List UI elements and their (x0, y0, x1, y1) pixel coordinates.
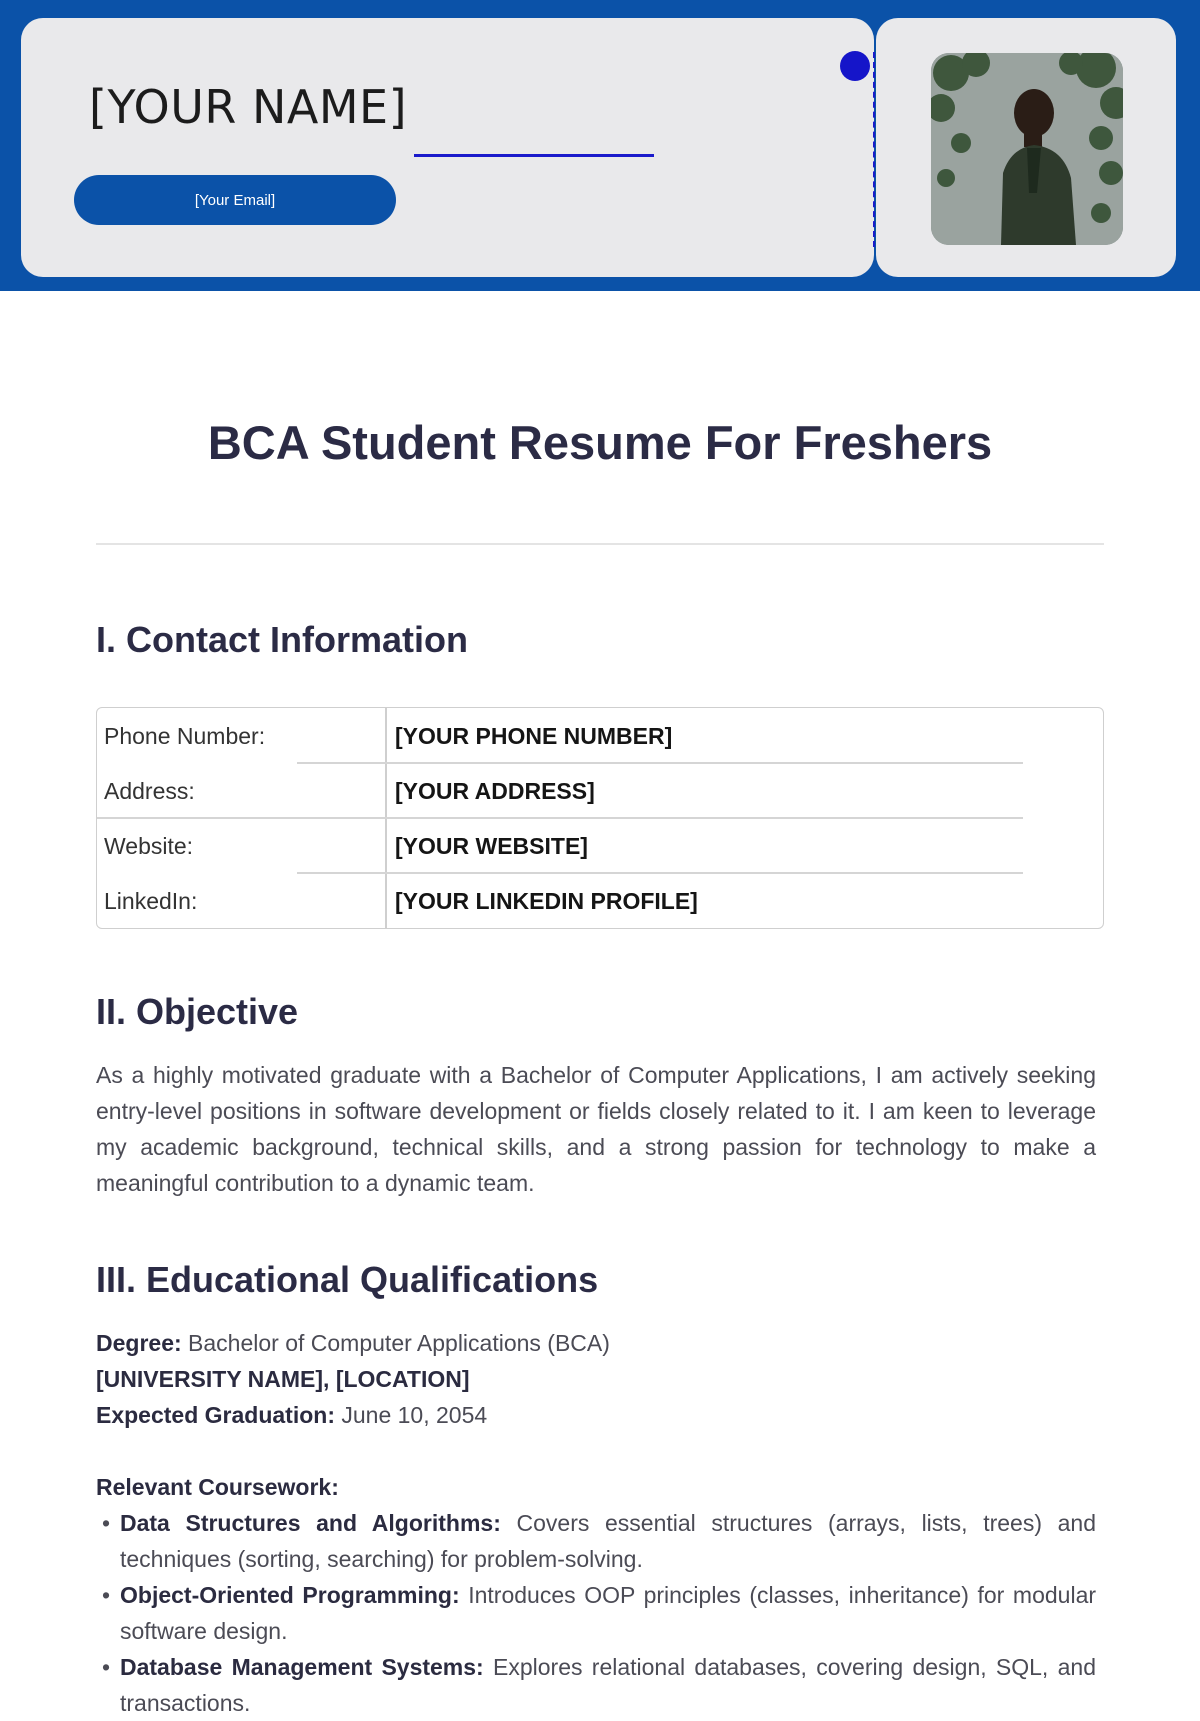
coursework-title: Database Management Systems: (120, 1654, 484, 1680)
coursework-line (96, 1474, 339, 1501)
graduation-value: June 10, 2054 (341, 1402, 488, 1428)
contact-value: [YOUR WEBSITE] (395, 833, 588, 859)
table-row (97, 708, 1103, 763)
bullet-icon: • (102, 1582, 111, 1608)
contact-label: Website: (104, 833, 194, 859)
contact-table (96, 707, 1104, 929)
name-underline (414, 154, 654, 157)
email-pill[interactable]: [Your Email] (74, 175, 396, 225)
bullet-icon: • (102, 1510, 111, 1536)
objective-heading: II. Objective (96, 991, 299, 1032)
university-line (96, 1366, 470, 1393)
contact-value: [YOUR PHONE NUMBER] (395, 723, 673, 749)
contact-label: LinkedIn: (104, 888, 198, 914)
photo-card (876, 18, 1176, 277)
contact-label: Phone Number: (104, 723, 266, 749)
graduation-label: Expected Graduation: (96, 1402, 335, 1428)
header-band (0, 0, 1200, 291)
table-row (97, 763, 1103, 818)
coursework-label: Relevant Coursework: (96, 1474, 339, 1500)
table-row (97, 873, 1103, 928)
bullet-icon: • (102, 1654, 111, 1680)
list-item (96, 1505, 1096, 1577)
title-divider (96, 543, 1104, 545)
education-heading: III. Educational Qualifications (96, 1259, 599, 1300)
coursework-title: Object-Oriented Programming: (120, 1582, 460, 1608)
coursework-desc: Explores relational databases, covering design, SQL, and transactions. (120, 1654, 1096, 1716)
contact-heading: I. Contact Information (96, 619, 468, 660)
coursework-desc: Covers essential structures (arrays, lists, trees) and techniques (sorting, searching) for problem-solving. (120, 1510, 1096, 1572)
dashed-divider (873, 52, 875, 247)
university-value: [UNIVERSITY NAME], [LOCATION] (96, 1366, 470, 1392)
page-title: BCA Student Resume For Freshers (207, 416, 993, 469)
resume-name: [YOUR NAME] (89, 80, 408, 134)
contact-label: Address: (104, 778, 195, 804)
coursework-desc: Introduces OOP principles (classes, inheritance) for modular software design. (120, 1582, 1097, 1644)
table-row (97, 818, 1103, 873)
name-card (21, 18, 874, 277)
degree-line (96, 1330, 610, 1357)
objective-text: As a highly motivated graduate with a Bachelor of Computer Applications, I am actively seeking entry-level positions in software development or fields closely related to it. I am keen to leverage my academic background, technical skills, and a strong passion for technology to make a meaningful contribution to a dynamic team. (96, 1062, 1096, 1196)
list-item (96, 1649, 1096, 1721)
degree-value: Bachelor of Computer Applications (BCA) (188, 1330, 610, 1356)
profile-photo-image (931, 53, 1123, 245)
contact-value: [YOUR ADDRESS] (395, 778, 595, 804)
degree-label: Degree: (96, 1330, 182, 1356)
accent-dot (840, 51, 870, 81)
list-item (96, 1577, 1096, 1649)
coursework-title: Data Structures and Algorithms: (120, 1510, 501, 1536)
graduation-line (96, 1402, 487, 1429)
contact-value: [YOUR LINKEDIN PROFILE] (395, 888, 698, 914)
profile-photo (931, 53, 1123, 245)
coursework-list (96, 1505, 1096, 1721)
